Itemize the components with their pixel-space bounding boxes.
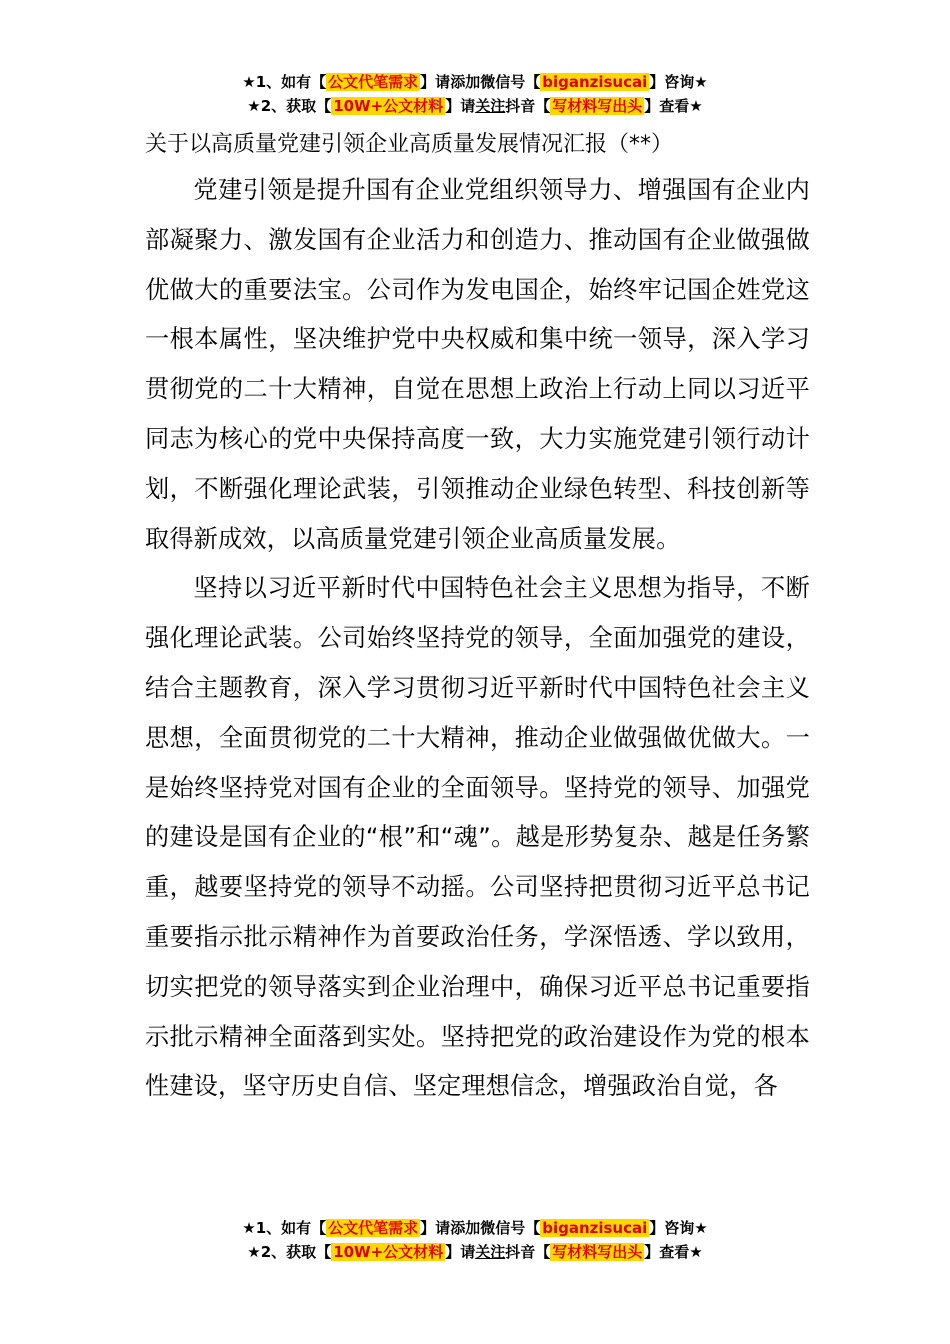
banner-line-2: ★2、获取【 10W+公文材料 】请关注抖音【 写材料写出头 】查看★ bbox=[247, 1243, 703, 1261]
banner-douyin-id: 写材料写出头 bbox=[552, 97, 643, 115]
banner-highlight: 公文代笔需求 bbox=[328, 1219, 419, 1237]
banner-line-1: ★1、如有【 公文代笔需求 】请添加微信号【 biganzisucai 】咨询★ bbox=[242, 73, 708, 91]
banner-douyin-id: 写材料写出头 bbox=[552, 1243, 643, 1261]
banner-highlight: 公文代笔需求 bbox=[328, 73, 419, 91]
paragraph: 党建引领是提升国有企业党组织领导力、增强国有企业内部凝聚力、激发国有企业活力和创造力、推动国有企业做强做优做大的重要法宝。公司作为发电国企，始终牢记国企姓党这一根本属性，坚决维护党中央权威和集中统一领导，深入学习贯彻党的二十大精神，自觉在思想上政治上行动上同以习近平同志为核心的党中央保持高度一致，大力实施党建引领行动计划，不断强化理论武装，引领推动企业绿色转型、科技创新等取得新成效，以高质量党建引领企业高质量发展。 bbox=[145, 176, 810, 553]
banner-line-2: ★2、获取【 10W+公文材料 】请关注抖音【 写材料写出头 】查看★ bbox=[247, 97, 703, 115]
banner-highlight: 10W+公文材料 bbox=[333, 97, 444, 115]
banner-wechat-id: biganzisucai bbox=[542, 73, 648, 91]
header-banner bbox=[0, 70, 950, 118]
document-body bbox=[145, 126, 810, 1112]
banner-line-1: ★1、如有【 公文代笔需求 】请添加微信号【 biganzisucai 】咨询★ bbox=[242, 1219, 708, 1237]
paragraph: 坚持以习近平新时代中国特色社会主义思想为指导，不断强化理论武装。公司始终坚持党的领导，全面加强党的建设，结合主题教育，深入学习贯彻习近平新时代中国特色社会主义思想，全面贯彻党的二十大精神，推动企业做强做优做大。一是始终坚持党对国有企业的全面领导。坚持党的领导、加强党的建设是国有企业的“根”和“魂”。越是形势复杂、越是任务繁重，越要坚持党的领导不动摇。公司坚持把贯彻习近平总书记重要指示批示精神作为首要政治任务，学深悟透、学以致用，切实把党的领导落实到企业治理中，确保习近平总书记重要指示批示精神全面落到实处。坚持把党的政治建设作为党的根本性建设，坚守历史自信、坚定理想信念，增强政治自觉，各 bbox=[145, 574, 810, 1101]
banner-highlight: 10W+公文材料 bbox=[333, 1243, 444, 1261]
footer-banner bbox=[0, 1216, 950, 1264]
document-title: 关于以高质量党建引领企业高质量发展情况汇报（**） bbox=[145, 132, 674, 157]
banner-wechat-id: biganzisucai bbox=[542, 1219, 648, 1237]
